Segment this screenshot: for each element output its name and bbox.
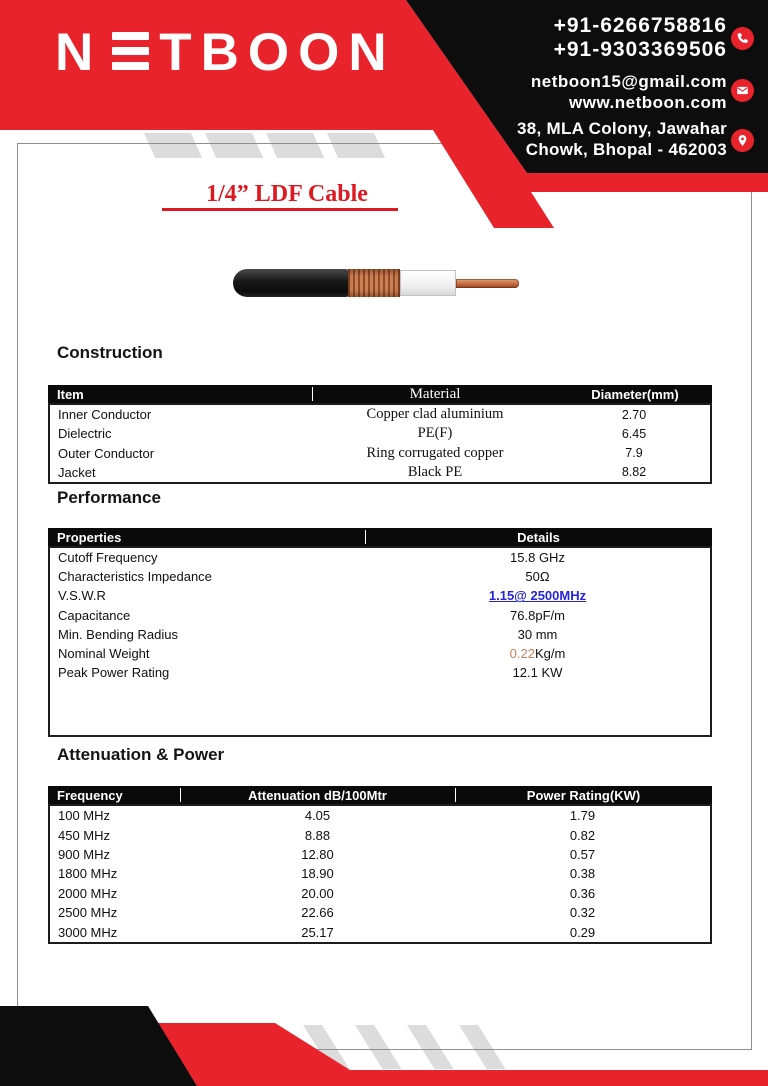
- header-divider: [365, 530, 366, 544]
- weight-number: 0.22: [509, 646, 535, 662]
- table-row: [50, 606, 710, 625]
- construction-heading: Construction: [57, 343, 163, 362]
- column-header-item: Item: [57, 386, 84, 402]
- table-row: [50, 922, 710, 941]
- cable-jacket: [233, 269, 348, 297]
- performance-property-cell: Nominal Weight: [58, 646, 150, 662]
- attenuation-frequency-cell: 2000 MHz: [58, 885, 118, 901]
- attenuation-frequency-cell: 3000 MHz: [58, 924, 118, 940]
- attenuation-value-cell: 12.80: [301, 846, 334, 862]
- construction-material-cell: Ring corrugated copper: [366, 444, 504, 461]
- attenuation-power-cell: 0.32: [569, 905, 596, 921]
- table-row: [50, 884, 710, 903]
- table-row: [50, 586, 710, 605]
- table-row: [50, 405, 710, 424]
- phone-number-1: +91-6266758816: [553, 14, 727, 37]
- header-divider: [312, 387, 313, 401]
- attenuation-power-cell: 0.82: [569, 827, 596, 843]
- column-header-attenuation: Attenuation dB/100Mtr: [248, 787, 387, 803]
- website-url[interactable]: www.netboon.com: [569, 93, 727, 112]
- performance-property-cell: Cutoff Frequency: [58, 550, 158, 566]
- logo-letter-n: N: [55, 23, 103, 82]
- attenuation-power-cell: 1.79: [569, 808, 596, 824]
- column-header-diameter: Diameter(mm): [591, 386, 679, 402]
- performance-detail-cell: 30 mm: [517, 626, 558, 642]
- attenuation-frequency-cell: 450 MHz: [58, 827, 111, 843]
- table-row: [50, 644, 710, 663]
- construction-diameter-cell: 2.70: [621, 407, 647, 422]
- table-row: [50, 463, 710, 482]
- construction-item-cell: Outer Conductor: [58, 445, 155, 461]
- footer-ribbon-art: [0, 990, 768, 1086]
- phone-icon: [731, 27, 754, 50]
- table-row: [50, 864, 710, 883]
- attenuation-table-body: [48, 804, 712, 944]
- title-underline: [162, 208, 398, 211]
- attenuation-value-cell: 18.90: [301, 866, 334, 882]
- construction-table-body: [48, 403, 712, 484]
- column-header-power-rating: Power Rating(KW): [526, 787, 641, 803]
- construction-diameter-cell: 7.9: [625, 446, 643, 461]
- attenuation-heading: Attenuation & Power: [57, 745, 225, 764]
- email-website: [447, 71, 727, 113]
- cable-outer-conductor: [348, 269, 400, 297]
- construction-diameter-cell: 8.82: [621, 465, 647, 480]
- construction-material-cell: Black PE: [407, 463, 463, 480]
- address-line-2: Chowk, Bhopal - 462003: [525, 140, 727, 159]
- logo-letters-tboon: TBOON: [159, 23, 396, 82]
- column-header-details: Details: [517, 529, 560, 545]
- performance-table-body: [48, 546, 712, 737]
- performance-table: [48, 528, 712, 737]
- table-row: [50, 548, 710, 567]
- table-row: [50, 567, 710, 586]
- performance-property-cell: Capacitance: [58, 607, 131, 623]
- performance-property-cell: Min. Bending Radius: [58, 626, 178, 642]
- performance-heading: Performance: [57, 488, 161, 507]
- attenuation-table: [48, 786, 712, 944]
- performance-detail-cell: 76.8pF/m: [510, 607, 565, 623]
- column-header-frequency: Frequency: [57, 787, 123, 803]
- attenuation-value-cell: 20.00: [301, 885, 334, 901]
- table-row: [50, 903, 710, 922]
- attenuation-frequency-cell: 100 MHz: [58, 808, 111, 824]
- attenuation-table-header: [48, 786, 712, 804]
- phone-number-2: +91-9303369506: [553, 38, 727, 61]
- construction-item-cell: Dielectric: [58, 426, 112, 442]
- construction-table: [48, 385, 712, 484]
- table-row: [50, 663, 710, 682]
- performance-detail-cell: 15.8 GHz: [510, 550, 565, 566]
- column-header-properties: Properties: [57, 529, 122, 545]
- construction-diameter-cell: 6.45: [621, 426, 647, 441]
- email-address[interactable]: netboon15@gmail.com: [530, 72, 727, 91]
- mail-icon: [731, 79, 754, 102]
- table-row: [50, 444, 710, 463]
- table-row: [50, 845, 710, 864]
- footer-black-shape: [0, 1006, 197, 1086]
- location-pin-icon: [731, 129, 754, 152]
- attenuation-value-cell: 8.88: [304, 827, 331, 843]
- construction-item-cell: Inner Conductor: [58, 407, 152, 423]
- table-row: [50, 825, 710, 844]
- weight-unit: Kg/m: [534, 646, 566, 662]
- construction-table-header: [48, 385, 712, 403]
- attenuation-frequency-cell: 2500 MHz: [58, 905, 118, 921]
- performance-property-cell: Peak Power Rating: [58, 665, 170, 681]
- performance-table-header: [48, 528, 712, 546]
- construction-material-cell: Copper clad aluminium: [366, 406, 504, 423]
- attenuation-value-cell: 22.66: [301, 905, 334, 921]
- cable-inner-conductor: [456, 279, 519, 288]
- header-divider: [455, 788, 456, 802]
- performance-property-cell: V.S.W.R: [58, 588, 106, 604]
- attenuation-power-cell: 0.38: [569, 866, 596, 882]
- brand-logo: [55, 23, 396, 82]
- performance-detail-cell: [365, 646, 710, 661]
- attenuation-frequency-cell: 1800 MHz: [58, 866, 118, 882]
- table-row: [50, 806, 710, 825]
- phone-numbers: [447, 14, 727, 62]
- performance-property-cell: Characteristics Impedance: [58, 569, 212, 585]
- header-divider: [180, 788, 181, 802]
- attenuation-frequency-cell: 900 MHz: [58, 846, 111, 862]
- construction-material-cell: PE(F): [417, 425, 453, 442]
- attenuation-power-cell: 0.57: [569, 846, 596, 862]
- column-header-material: Material: [409, 385, 461, 402]
- table-row: [50, 625, 710, 644]
- footer-red-ribbon: [158, 1023, 768, 1086]
- page-title: 1/4” LDF Cable: [206, 181, 368, 207]
- performance-detail-cell: 50Ω: [525, 569, 550, 585]
- attenuation-power-cell: 0.29: [569, 924, 596, 940]
- attenuation-value-cell: 4.05: [304, 808, 331, 824]
- performance-detail-cell: 12.1 KW: [512, 665, 563, 681]
- table-row: [50, 424, 710, 443]
- attenuation-value-cell: 25.17: [301, 924, 334, 940]
- postal-address: [447, 118, 727, 160]
- cable-dielectric: [400, 270, 456, 296]
- cable-product-image: [233, 269, 523, 299]
- performance-detail-cell: [365, 588, 710, 603]
- construction-item-cell: Jacket: [58, 464, 96, 480]
- logo-e-bars-icon: [112, 32, 149, 70]
- address-line-1: 38, MLA Colony, Jawahar: [516, 119, 727, 138]
- vswr-link[interactable]: 1.15@ 2500MHz: [488, 588, 587, 604]
- attenuation-power-cell: 0.36: [569, 885, 596, 901]
